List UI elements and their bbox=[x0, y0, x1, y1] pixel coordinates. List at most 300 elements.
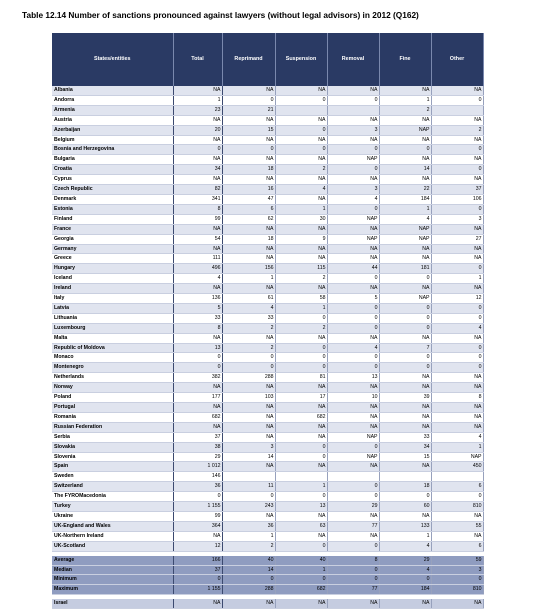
cell-value: 77 bbox=[327, 585, 379, 595]
cell-value: NA bbox=[275, 284, 327, 294]
cell-value: 4 bbox=[173, 274, 222, 284]
cell-value: NA bbox=[327, 462, 379, 472]
table-row bbox=[52, 353, 483, 363]
table-row bbox=[52, 125, 483, 135]
col-header-total: Total bbox=[173, 33, 222, 86]
cell-value: 33 bbox=[222, 313, 275, 323]
cell-value: NA bbox=[222, 224, 275, 234]
table-row bbox=[52, 521, 483, 531]
cell-value: 3 bbox=[327, 185, 379, 195]
cell-value: NA bbox=[173, 224, 222, 234]
cell-value: 103 bbox=[222, 393, 275, 403]
cell-value: 4 bbox=[275, 185, 327, 195]
cell-value: 0 bbox=[379, 492, 431, 502]
cell-value: NA bbox=[275, 531, 327, 541]
cell-value: 810 bbox=[431, 585, 483, 595]
col-header-other: Other bbox=[431, 33, 483, 86]
cell-value: 14 bbox=[222, 565, 275, 575]
cell-value: 106 bbox=[431, 194, 483, 204]
cell-value: NA bbox=[222, 155, 275, 165]
cell-value: 18 bbox=[222, 165, 275, 175]
cell-value: 40 bbox=[222, 556, 275, 565]
cell-value: 2 bbox=[222, 343, 275, 353]
cell-value: 0 bbox=[327, 575, 379, 585]
cell-value: 18 bbox=[222, 234, 275, 244]
cell-value: NA bbox=[275, 175, 327, 185]
table-row bbox=[52, 135, 483, 145]
row-label: UK-England and Wales bbox=[52, 521, 173, 531]
cell-value: NA bbox=[379, 254, 431, 264]
cell-value: 2 bbox=[222, 323, 275, 333]
cell-value: NAP bbox=[431, 452, 483, 462]
cell-value: NA bbox=[173, 155, 222, 165]
cell-value: 0 bbox=[431, 492, 483, 502]
cell-value: NA bbox=[431, 333, 483, 343]
cell-value: 1 bbox=[275, 482, 327, 492]
cell-value: 60 bbox=[379, 502, 431, 512]
cell-value: 0 bbox=[222, 95, 275, 105]
cell-value bbox=[275, 472, 327, 482]
stat-row bbox=[52, 556, 483, 565]
row-label: Ireland bbox=[52, 284, 173, 294]
cell-value: NA bbox=[379, 155, 431, 165]
row-label: Slovakia bbox=[52, 442, 173, 452]
row-label: Slovenia bbox=[52, 452, 173, 462]
table-row bbox=[52, 194, 483, 204]
cell-value: 82 bbox=[173, 185, 222, 195]
cell-value: 0 bbox=[173, 492, 222, 502]
cell-value: NA bbox=[275, 403, 327, 413]
row-label: Germany bbox=[52, 244, 173, 254]
row-label: Cyprus bbox=[52, 175, 173, 185]
row-label: Average bbox=[52, 556, 173, 565]
cell-value: 0 bbox=[379, 145, 431, 155]
cell-value: NA bbox=[173, 135, 222, 145]
cell-value: 33 bbox=[173, 313, 222, 323]
cell-value: 0 bbox=[327, 353, 379, 363]
cell-value: NA bbox=[327, 412, 379, 422]
cell-value: 99 bbox=[173, 511, 222, 521]
cell-value: NA bbox=[327, 531, 379, 541]
cell-value: 0 bbox=[379, 353, 431, 363]
cell-value: 341 bbox=[173, 194, 222, 204]
row-label: Russian Federation bbox=[52, 422, 173, 432]
cell-value: NA bbox=[222, 244, 275, 254]
cell-value: 1 bbox=[275, 303, 327, 313]
table-row bbox=[52, 363, 483, 373]
row-label: Median bbox=[52, 565, 173, 575]
cell-value: NA bbox=[379, 403, 431, 413]
cell-value: 0 bbox=[379, 313, 431, 323]
cell-value: 12 bbox=[431, 294, 483, 304]
cell-value: NA bbox=[379, 115, 431, 125]
table-row bbox=[52, 86, 483, 95]
cell-value: NA bbox=[275, 511, 327, 521]
cell-value: 58 bbox=[275, 294, 327, 304]
cell-value: 0 bbox=[431, 353, 483, 363]
row-label: Spain bbox=[52, 462, 173, 472]
cell-value: 29 bbox=[327, 502, 379, 512]
cell-value: 54 bbox=[173, 234, 222, 244]
cell-value: 7 bbox=[379, 343, 431, 353]
cell-value: NA bbox=[275, 383, 327, 393]
row-label: Turkey bbox=[52, 502, 173, 512]
cell-value: 1 155 bbox=[173, 502, 222, 512]
row-label: Estonia bbox=[52, 204, 173, 214]
table-row bbox=[52, 175, 483, 185]
cell-value: 4 bbox=[379, 541, 431, 551]
table-row bbox=[52, 115, 483, 125]
cell-value: NAP bbox=[379, 234, 431, 244]
cell-value: NA bbox=[431, 422, 483, 432]
cell-value: 5 bbox=[173, 303, 222, 313]
cell-value: NA bbox=[275, 86, 327, 95]
row-label: Iceland bbox=[52, 274, 173, 284]
cell-value: 0 bbox=[431, 165, 483, 175]
cell-value: NA bbox=[327, 115, 379, 125]
cell-value: 10 bbox=[327, 393, 379, 403]
cell-value: NA bbox=[379, 175, 431, 185]
table-row bbox=[52, 383, 483, 393]
table-row bbox=[52, 95, 483, 105]
cell-value: 0 bbox=[275, 575, 327, 585]
cell-value: 0 bbox=[327, 303, 379, 313]
table-row bbox=[52, 422, 483, 432]
cell-value: 4 bbox=[431, 323, 483, 333]
cell-value: NA bbox=[431, 224, 483, 234]
cell-value: NA bbox=[222, 403, 275, 413]
table-row bbox=[52, 155, 483, 165]
cell-value: 177 bbox=[173, 393, 222, 403]
row-label: Serbia bbox=[52, 432, 173, 442]
cell-value: NA bbox=[173, 284, 222, 294]
cell-value: 0 bbox=[327, 363, 379, 373]
row-label: Denmark bbox=[52, 194, 173, 204]
row-label: UK-Scotland bbox=[52, 541, 173, 551]
cell-value: 81 bbox=[275, 373, 327, 383]
cell-value: NA bbox=[275, 155, 327, 165]
stat-row bbox=[52, 585, 483, 595]
cell-value: NA bbox=[327, 333, 379, 343]
table-row bbox=[52, 224, 483, 234]
cell-value: NA bbox=[327, 254, 379, 264]
cell-value: 0 bbox=[275, 95, 327, 105]
table-row bbox=[52, 145, 483, 155]
cell-value: 0 bbox=[275, 313, 327, 323]
cell-value: NAP bbox=[327, 155, 379, 165]
table-row bbox=[52, 294, 483, 304]
cell-value: 6 bbox=[431, 541, 483, 551]
cell-value: 0 bbox=[275, 541, 327, 551]
table-row bbox=[52, 472, 483, 482]
cell-value: NA bbox=[222, 383, 275, 393]
row-label: Minimum bbox=[52, 575, 173, 585]
cell-value: NAP bbox=[327, 452, 379, 462]
cell-value: NA bbox=[275, 244, 327, 254]
cell-value: 61 bbox=[222, 294, 275, 304]
cell-value: NAP bbox=[327, 432, 379, 442]
cell-value: 184 bbox=[379, 194, 431, 204]
row-label: Romania bbox=[52, 412, 173, 422]
cell-value: 496 bbox=[173, 264, 222, 274]
cell-value: 63 bbox=[275, 521, 327, 531]
cell-value: 34 bbox=[379, 442, 431, 452]
cell-value: 4 bbox=[327, 343, 379, 353]
col-header-fine: Fine bbox=[379, 33, 431, 86]
cell-value: NA bbox=[431, 175, 483, 185]
cell-value: NA bbox=[222, 175, 275, 185]
cell-value: 156 bbox=[222, 264, 275, 274]
cell-value: NA bbox=[327, 135, 379, 145]
cell-value: 1 155 bbox=[173, 585, 222, 595]
cell-value: NA bbox=[431, 599, 483, 608]
cell-value: 810 bbox=[431, 502, 483, 512]
cell-value: NA bbox=[379, 599, 431, 608]
cell-value: 0 bbox=[431, 145, 483, 155]
header-row bbox=[52, 33, 483, 86]
cell-value: NA bbox=[222, 284, 275, 294]
cell-value: NA bbox=[431, 403, 483, 413]
cell-value: 59 bbox=[431, 556, 483, 565]
cell-value: 29 bbox=[173, 452, 222, 462]
cell-value: 0 bbox=[173, 145, 222, 155]
cell-value: 1 bbox=[275, 565, 327, 575]
cell-value: NA bbox=[431, 115, 483, 125]
cell-value: NA bbox=[379, 412, 431, 422]
table-row bbox=[52, 373, 483, 383]
cell-value: 29 bbox=[379, 556, 431, 565]
cell-value: NA bbox=[379, 244, 431, 254]
cell-value: NA bbox=[431, 155, 483, 165]
cell-value: 34 bbox=[173, 165, 222, 175]
cell-value: 0 bbox=[379, 303, 431, 313]
cell-value: 14 bbox=[379, 165, 431, 175]
table-title: Table 12.14 Number of sanctions pronounced against lawyers (without legal advisors) in 2012 (Q162) bbox=[22, 10, 419, 20]
cell-value: NA bbox=[222, 86, 275, 95]
cell-value: 23 bbox=[173, 105, 222, 115]
cell-value: NA bbox=[379, 373, 431, 383]
row-label: Ukraine bbox=[52, 511, 173, 521]
cell-value: NA bbox=[431, 135, 483, 145]
row-label: Georgia bbox=[52, 234, 173, 244]
row-label: Israel bbox=[52, 599, 173, 608]
cell-value: 0 bbox=[275, 343, 327, 353]
cell-value: NA bbox=[431, 244, 483, 254]
table-row bbox=[52, 274, 483, 284]
table-row bbox=[52, 511, 483, 521]
cell-value: 1 bbox=[222, 531, 275, 541]
cell-value: NA bbox=[431, 531, 483, 541]
cell-value: NA bbox=[431, 373, 483, 383]
cell-value: 13 bbox=[327, 373, 379, 383]
cell-value: NA bbox=[173, 403, 222, 413]
table-row bbox=[52, 313, 483, 323]
table-row bbox=[52, 403, 483, 413]
cell-value: 0 bbox=[222, 363, 275, 373]
cell-value: 0 bbox=[431, 303, 483, 313]
row-label: Azerbaijan bbox=[52, 125, 173, 135]
cell-value: 8 bbox=[327, 556, 379, 565]
cell-value: 2 bbox=[275, 274, 327, 284]
cell-value: 1 bbox=[173, 95, 222, 105]
row-label: Greece bbox=[52, 254, 173, 264]
row-label: Italy bbox=[52, 294, 173, 304]
stat-row bbox=[52, 565, 483, 575]
cell-value bbox=[431, 105, 483, 115]
table-row bbox=[52, 204, 483, 214]
sanctions-table bbox=[52, 33, 484, 609]
cell-value: NA bbox=[379, 333, 431, 343]
cell-value: NA bbox=[222, 432, 275, 442]
cell-value bbox=[431, 472, 483, 482]
cell-value: 13 bbox=[275, 502, 327, 512]
cell-value: 0 bbox=[379, 363, 431, 373]
cell-value: 55 bbox=[431, 521, 483, 531]
table-row bbox=[52, 462, 483, 472]
cell-value: 1 012 bbox=[173, 462, 222, 472]
cell-value: 0 bbox=[327, 492, 379, 502]
row-label: France bbox=[52, 224, 173, 234]
cell-value: 1 bbox=[275, 204, 327, 214]
cell-value: NA bbox=[173, 333, 222, 343]
cell-value: 22 bbox=[379, 185, 431, 195]
cell-value: NA bbox=[327, 599, 379, 608]
row-label: Lithuania bbox=[52, 313, 173, 323]
table-row bbox=[52, 442, 483, 452]
cell-value: 0 bbox=[173, 575, 222, 585]
cell-value: 44 bbox=[327, 264, 379, 274]
cell-value: 0 bbox=[431, 575, 483, 585]
cell-value: NA bbox=[275, 432, 327, 442]
cell-value: 9 bbox=[275, 234, 327, 244]
row-label: Czech Republic bbox=[52, 185, 173, 195]
cell-value: 3 bbox=[327, 125, 379, 135]
cell-value: 37 bbox=[431, 185, 483, 195]
cell-value: NA bbox=[327, 224, 379, 234]
col-header-reprimand: Reprimand bbox=[222, 33, 275, 86]
cell-value: 3 bbox=[431, 565, 483, 575]
col-header-removal: Removal bbox=[327, 33, 379, 86]
table-row bbox=[52, 323, 483, 333]
cell-value: NA bbox=[327, 422, 379, 432]
cell-value: 0 bbox=[327, 323, 379, 333]
cell-value: 0 bbox=[431, 264, 483, 274]
row-label: Andorra bbox=[52, 95, 173, 105]
cell-value: NA bbox=[173, 86, 222, 95]
cell-value: NAP bbox=[327, 234, 379, 244]
cell-value: 77 bbox=[327, 521, 379, 531]
cell-value: 1 bbox=[379, 531, 431, 541]
cell-value: NA bbox=[431, 254, 483, 264]
cell-value: 243 bbox=[222, 502, 275, 512]
row-label: Monaco bbox=[52, 353, 173, 363]
cell-value: 682 bbox=[275, 412, 327, 422]
row-label: Croatia bbox=[52, 165, 173, 175]
cell-value: NA bbox=[275, 599, 327, 608]
cell-value: 0 bbox=[275, 145, 327, 155]
table-row bbox=[52, 303, 483, 313]
table-row bbox=[52, 165, 483, 175]
cell-value: 0 bbox=[327, 313, 379, 323]
cell-value: NA bbox=[327, 175, 379, 185]
cell-value: NA bbox=[379, 383, 431, 393]
cell-value: NA bbox=[222, 462, 275, 472]
cell-value: 8 bbox=[173, 204, 222, 214]
cell-value: 40 bbox=[275, 556, 327, 565]
row-label: Latvia bbox=[52, 303, 173, 313]
cell-value: 99 bbox=[173, 214, 222, 224]
cell-value: 39 bbox=[379, 393, 431, 403]
cell-value: 682 bbox=[275, 585, 327, 595]
cell-value: 115 bbox=[275, 264, 327, 274]
table-row bbox=[52, 452, 483, 462]
cell-value: 20 bbox=[173, 125, 222, 135]
cell-value: 2 bbox=[222, 541, 275, 551]
cell-value: 12 bbox=[173, 541, 222, 551]
cell-value: NA bbox=[275, 224, 327, 234]
cell-value: NA bbox=[222, 422, 275, 432]
cell-value: 3 bbox=[222, 442, 275, 452]
cell-value: NA bbox=[173, 531, 222, 541]
cell-value: 146 bbox=[173, 472, 222, 482]
cell-value: 2 bbox=[275, 165, 327, 175]
cell-value: 682 bbox=[173, 412, 222, 422]
table-row bbox=[52, 185, 483, 195]
cell-value: 21 bbox=[222, 105, 275, 115]
row-label: Switzerland bbox=[52, 482, 173, 492]
row-label: UK-Northern Ireland bbox=[52, 531, 173, 541]
cell-value: 5 bbox=[327, 294, 379, 304]
cell-value: 27 bbox=[431, 234, 483, 244]
cell-value: 1 bbox=[222, 274, 275, 284]
table-row bbox=[52, 541, 483, 551]
table-row bbox=[52, 333, 483, 343]
cell-value: 0 bbox=[379, 323, 431, 333]
cell-value: NA bbox=[275, 135, 327, 145]
table-row bbox=[52, 412, 483, 422]
cell-value: 3 bbox=[431, 214, 483, 224]
cell-value: NAP bbox=[379, 125, 431, 135]
cell-value bbox=[222, 472, 275, 482]
cell-value: 0 bbox=[275, 442, 327, 452]
cell-value: 0 bbox=[431, 95, 483, 105]
extra-row bbox=[52, 599, 483, 608]
col-header-suspension: Suspension bbox=[275, 33, 327, 86]
cell-value: NA bbox=[379, 284, 431, 294]
table-row bbox=[52, 531, 483, 541]
table-row bbox=[52, 105, 483, 115]
cell-value: 4 bbox=[327, 194, 379, 204]
row-label: Netherlands bbox=[52, 373, 173, 383]
cell-value: NA bbox=[173, 175, 222, 185]
cell-value: 288 bbox=[222, 373, 275, 383]
stat-row bbox=[52, 575, 483, 585]
cell-value: 0 bbox=[222, 145, 275, 155]
row-label: Belgium bbox=[52, 135, 173, 145]
cell-value: 0 bbox=[431, 204, 483, 214]
cell-value bbox=[379, 472, 431, 482]
cell-value: NA bbox=[431, 412, 483, 422]
cell-value: 1 bbox=[379, 95, 431, 105]
cell-value: NA bbox=[275, 115, 327, 125]
cell-value: 166 bbox=[173, 556, 222, 565]
cell-value: NAP bbox=[379, 294, 431, 304]
cell-value: NA bbox=[173, 115, 222, 125]
cell-value: 1 bbox=[379, 204, 431, 214]
cell-value: 0 bbox=[327, 482, 379, 492]
cell-value: NA bbox=[222, 599, 275, 608]
cell-value: 15 bbox=[222, 125, 275, 135]
